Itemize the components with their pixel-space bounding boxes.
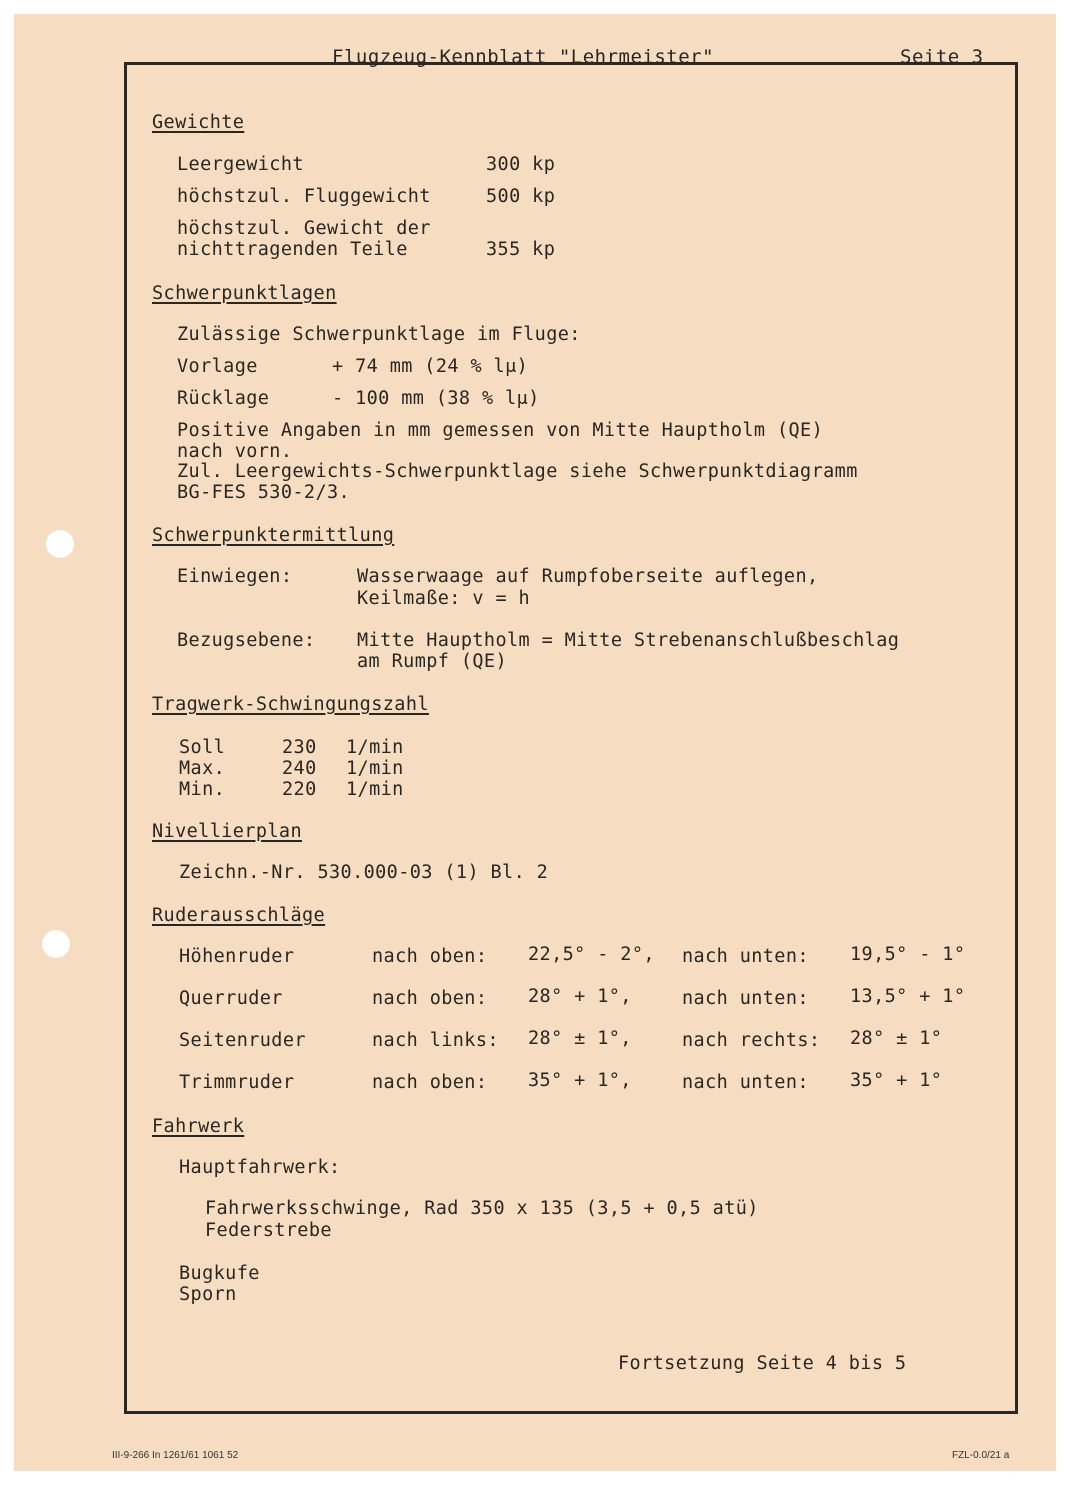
- cg-aft-label: Rücklage: [177, 388, 270, 409]
- cg-note-line: Positive Angaben in mm gemessen von Mitte Hauptholm (QE): [177, 420, 824, 441]
- section-heading-ruderausschlaege: Ruderausschläge: [152, 905, 326, 926]
- main-gear-label: Hauptfahrwerk:: [179, 1157, 341, 1178]
- cg-note-line: Zul. Leergewichts-Schwerpunktlage siehe Schwerpunktdiagramm: [177, 461, 858, 482]
- reference-label: Bezugsebene:: [177, 630, 316, 651]
- gear-description: Fahrwerksschwinge, Rad 350 x 135 (3,5 + 0,5 atü): [205, 1198, 759, 1219]
- gear-description: Federstrebe: [205, 1220, 332, 1241]
- section-heading-schwerpunktermittlung: Schwerpunktermittlung: [152, 525, 395, 546]
- tail-skid: Sporn: [179, 1284, 237, 1305]
- frequency-label: Max.: [179, 758, 226, 779]
- deflection-direction: nach unten:: [682, 946, 809, 967]
- deflection-value: 22,5° - 2°,: [528, 944, 655, 965]
- reference-text: Mitte Hauptholm = Mitte Strebenanschlußbeschlag: [357, 630, 900, 651]
- deflection-direction: nach oben:: [372, 988, 488, 1009]
- weight-label: Leergewicht: [177, 154, 304, 175]
- deflection-direction: nach unten:: [682, 1072, 809, 1093]
- deflection-value: 19,5° - 1°: [850, 944, 966, 965]
- continuation-note: Fortsetzung Seite 4 bis 5: [618, 1353, 907, 1374]
- footer-print-code: III-9-266 In 1261/61 1061 52: [112, 1450, 239, 1461]
- weight-value: 300 kp: [486, 154, 556, 175]
- frequency-label: Min.: [179, 779, 226, 800]
- deflection-direction: nach unten:: [682, 988, 809, 1009]
- weight-value: 355 kp: [486, 239, 556, 260]
- frequency-unit: 1/min: [346, 758, 404, 779]
- weight-label: höchstzul. Fluggewicht: [177, 186, 431, 207]
- cg-forward-label: Vorlage: [177, 356, 258, 377]
- control-surface-name: Trimmruder: [179, 1072, 295, 1093]
- cg-intro: Zulässige Schwerpunktlage im Fluge:: [177, 324, 581, 345]
- section-heading-schwingungszahl: Tragwerk-Schwingungszahl: [152, 694, 429, 715]
- section-heading-nivellierplan: Nivellierplan: [152, 821, 302, 842]
- cg-aft-value: - 100 mm (38 % lμ): [332, 388, 540, 409]
- footer-form-number: FZL-0.0/21 a: [952, 1450, 1010, 1461]
- control-surface-name: Höhenruder: [179, 946, 295, 967]
- weight-label: nichttragenden Teile: [177, 239, 408, 260]
- frequency-label: Soll: [179, 737, 226, 758]
- weighing-text: Keilmaße: v = h: [357, 588, 531, 609]
- deflection-value: 35° + 1°,: [528, 1070, 632, 1091]
- nose-skid: Bugkufe: [179, 1263, 260, 1284]
- weighing-label: Einwiegen:: [177, 566, 293, 587]
- frequency-value: 230: [282, 737, 317, 758]
- deflection-direction: nach rechts:: [682, 1030, 821, 1051]
- frequency-unit: 1/min: [346, 779, 404, 800]
- punch-hole: [46, 530, 74, 558]
- deflection-value: 13,5° + 1°: [850, 986, 966, 1007]
- deflection-value: 28° + 1°,: [528, 986, 632, 1007]
- cg-note-line: BG-FES 530-2/3.: [177, 482, 351, 503]
- section-heading-fahrwerk: Fahrwerk: [152, 1116, 245, 1137]
- deflection-value: 28° ± 1°: [850, 1028, 943, 1049]
- control-surface-name: Seitenruder: [179, 1030, 306, 1051]
- control-surface-name: Querruder: [179, 988, 283, 1009]
- weight-value: 500 kp: [486, 186, 556, 207]
- section-heading-schwerpunktlagen: Schwerpunktlagen: [152, 283, 337, 304]
- deflection-direction: nach links:: [372, 1030, 499, 1051]
- weighing-text: Wasserwaage auf Rumpfoberseite auflegen,: [357, 566, 819, 587]
- frequency-value: 240: [282, 758, 317, 779]
- weight-label: höchstzul. Gewicht der: [177, 218, 431, 239]
- frequency-value: 220: [282, 779, 317, 800]
- cg-forward-value: + 74 mm (24 % lμ): [332, 356, 529, 377]
- deflection-direction: nach oben:: [372, 946, 488, 967]
- section-heading-gewichte: Gewichte: [152, 112, 245, 133]
- cg-note-line: nach vorn.: [177, 441, 293, 462]
- drawing-number: Zeichn.-Nr. 530.000-03 (1) Bl. 2: [179, 862, 549, 883]
- reference-text: am Rumpf (QE): [357, 651, 507, 672]
- frequency-unit: 1/min: [346, 737, 404, 758]
- deflection-value: 28° ± 1°,: [528, 1028, 632, 1049]
- deflection-direction: nach oben:: [372, 1072, 488, 1093]
- page-number: Seite 3: [900, 46, 984, 68]
- deflection-value: 35° + 1°: [850, 1070, 943, 1091]
- document-title: Flugzeug-Kennblatt "Lehrmeister": [332, 46, 715, 68]
- punch-hole: [42, 930, 70, 958]
